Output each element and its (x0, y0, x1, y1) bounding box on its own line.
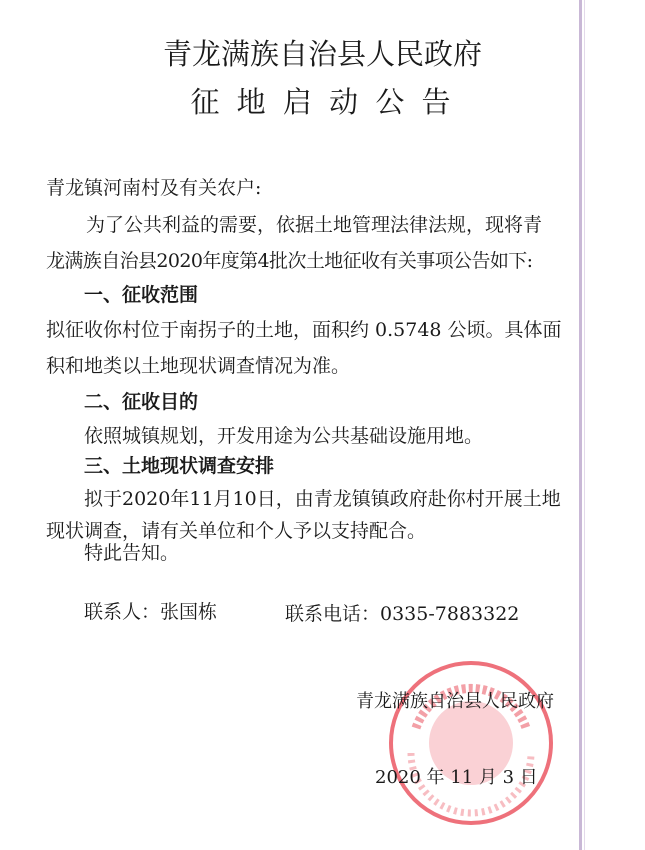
section-text: 拟征收你村位于南拐子的土地，面积约 0.5748 公顷。具体面 (46, 319, 562, 341)
section-heading: 一、征收范围 (84, 284, 199, 306)
contact-person: 联系人：张国栋 (84, 601, 218, 623)
section-heading: 二、征收目的 (84, 391, 199, 413)
section-text: 拟于2020年11月10日，由青龙镇镇政府赴你村开展土地 (84, 488, 561, 510)
scan-edge-line (584, 0, 585, 850)
section-heading: 三、土地现状调查安排 (84, 455, 275, 477)
signature-org: 青龙满族自治县人民政府 (356, 691, 554, 712)
closing-text: 特此告知。 (84, 542, 180, 564)
scan-edge-line (579, 0, 582, 850)
official-seal (386, 658, 556, 828)
section-text: 依照城镇规划，开发用途为公共基础设施用地。 (84, 425, 484, 447)
notice-subtitle: 征 地 启 动 公 告 (190, 85, 455, 119)
contact-phone: 联系电话：0335-7883322 (285, 603, 520, 625)
section-text: 现状调查，请有关单位和个人予以支持配合。 (46, 520, 427, 542)
intro-line: 为了公共利益的需要，依据土地管理法律法规，现将青 (86, 214, 543, 236)
intro-line: 龙满族自治县2020年度第4批次土地征收有关事项公告如下: (46, 250, 533, 272)
salutation: 青龙镇河南村及有关农户: (46, 177, 262, 199)
section-text: 积和地类以土地现状调查情况为准。 (46, 355, 351, 377)
signature-date: 2020 年 11 月 3 日 (375, 767, 538, 788)
notice-title: 青龙满族自治县人民政府 (162, 37, 482, 71)
